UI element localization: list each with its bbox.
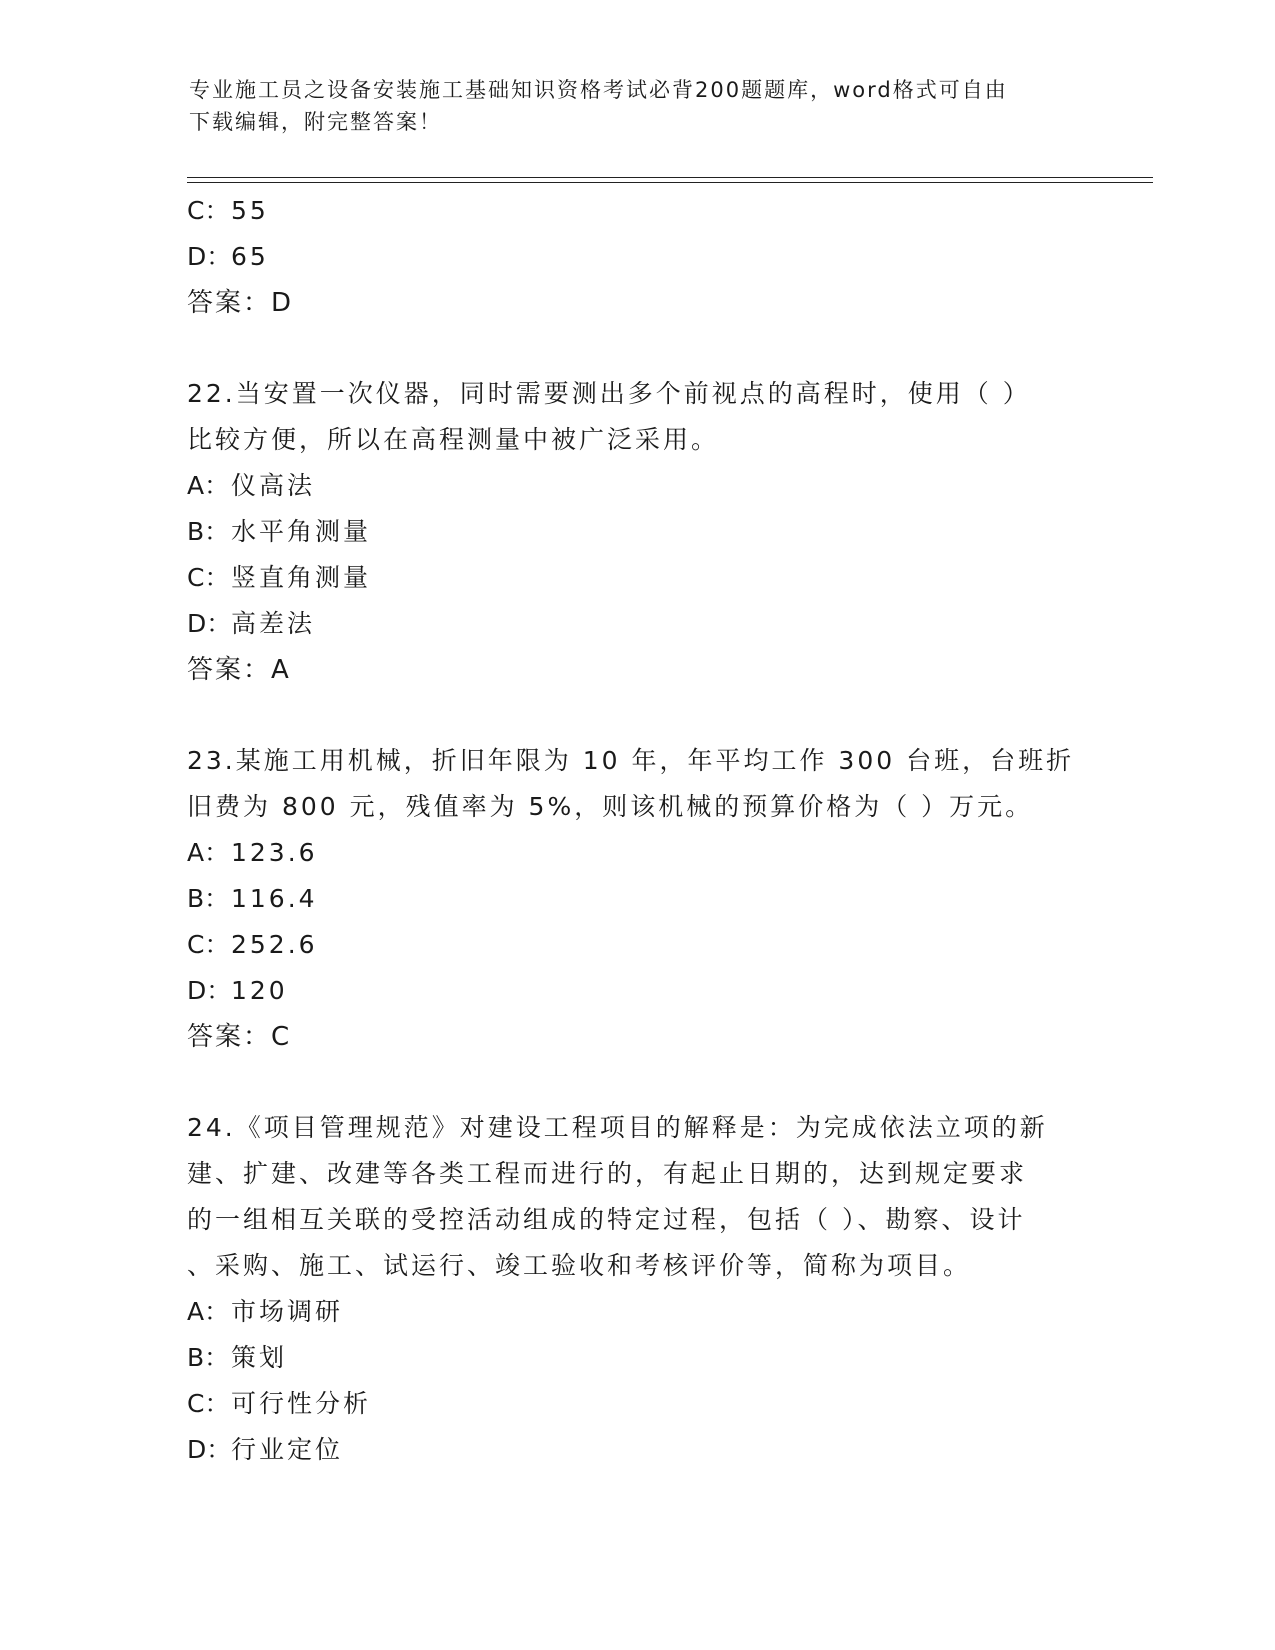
page-header bbox=[189, 74, 1069, 138]
header-divider bbox=[187, 177, 1153, 183]
answer-line: 答案：A bbox=[187, 655, 291, 685]
option-text: 123.6 bbox=[231, 838, 318, 867]
option-key: A： bbox=[187, 471, 230, 500]
question-23 bbox=[187, 738, 1087, 1060]
question-text-line: 的一组相互关联的受控活动组成的特定过程，包括（ ）、勘察、设计 bbox=[187, 1205, 1026, 1234]
question-text-line: 比较方便，所以在高程测量中被广泛采用。 bbox=[187, 425, 720, 454]
option-key: B： bbox=[187, 517, 230, 546]
option-text: 55 bbox=[231, 196, 269, 225]
question-24 bbox=[187, 1105, 1087, 1473]
option-key: D： bbox=[187, 609, 232, 638]
option-text: 行业定位 bbox=[231, 1435, 344, 1464]
question-text-line: 23.某施工用机械，折旧年限为 10 年，年平均工作 300 台班，台班折 bbox=[187, 746, 1075, 775]
question-list bbox=[187, 188, 1087, 1473]
option-b bbox=[187, 509, 1087, 555]
option-key: A： bbox=[187, 1297, 230, 1326]
option-key: B： bbox=[187, 884, 230, 913]
option-a bbox=[187, 463, 1087, 509]
question-text-line: 、采购、施工、试运行、竣工验收和考核评价等，简称为项目。 bbox=[187, 1251, 972, 1280]
option-text: 120 bbox=[231, 976, 288, 1005]
option-text: 可行性分析 bbox=[231, 1389, 372, 1418]
option-key: C： bbox=[187, 930, 230, 959]
option-c bbox=[187, 922, 1087, 968]
answer-line: 答案：D bbox=[187, 288, 294, 318]
option-c bbox=[187, 1381, 1087, 1427]
option-b bbox=[187, 876, 1087, 922]
option-d bbox=[187, 968, 1087, 1014]
option-text: 竖直角测量 bbox=[231, 563, 372, 592]
option-c bbox=[187, 188, 1087, 234]
option-text: 65 bbox=[231, 242, 269, 271]
option-d bbox=[187, 601, 1087, 647]
option-a bbox=[187, 1289, 1087, 1335]
option-key: D： bbox=[187, 1435, 232, 1464]
option-key: A： bbox=[187, 838, 230, 867]
question-22 bbox=[187, 371, 1087, 693]
header-title-line-1: 专业施工员之设备安装施工基础知识资格考试必背200题题库，word格式可自由 bbox=[189, 78, 1008, 102]
option-key: C： bbox=[187, 563, 230, 592]
question-text-line: 旧费为 800 元，残值率为 5%，则该机械的预算价格为（ ）万元。 bbox=[187, 792, 1034, 821]
option-c bbox=[187, 555, 1087, 601]
question-text-line: 24.《项目管理规范》对建设工程项目的解释是：为完成依法立项的新 bbox=[187, 1113, 1048, 1142]
option-text: 仪高法 bbox=[231, 471, 316, 500]
question-text-line: 建、扩建、改建等各类工程而进行的，有起止日期的，达到规定要求 bbox=[187, 1159, 1028, 1188]
option-a bbox=[187, 830, 1087, 876]
header-title-line-2: 下载编辑，附完整答案！ bbox=[189, 110, 442, 134]
option-d bbox=[187, 234, 1087, 280]
option-text: 市场调研 bbox=[231, 1297, 344, 1326]
option-key: C： bbox=[187, 1389, 230, 1418]
option-text: 252.6 bbox=[231, 930, 318, 959]
option-text: 水平角测量 bbox=[231, 517, 372, 546]
answer-line: 答案：C bbox=[187, 1022, 292, 1052]
previous-question-tail bbox=[187, 188, 1087, 326]
option-text: 116.4 bbox=[231, 884, 318, 913]
option-key: D： bbox=[187, 976, 232, 1005]
question-text-line: 22.当安置一次仪器，同时需要测出多个前视点的高程时，使用（ ） bbox=[187, 379, 1031, 408]
option-text: 高差法 bbox=[231, 609, 316, 638]
option-key: B： bbox=[187, 1343, 230, 1372]
option-key: C： bbox=[187, 196, 230, 225]
option-text: 策划 bbox=[231, 1343, 288, 1372]
option-key: D： bbox=[187, 242, 232, 271]
option-d bbox=[187, 1427, 1087, 1473]
option-b bbox=[187, 1335, 1087, 1381]
